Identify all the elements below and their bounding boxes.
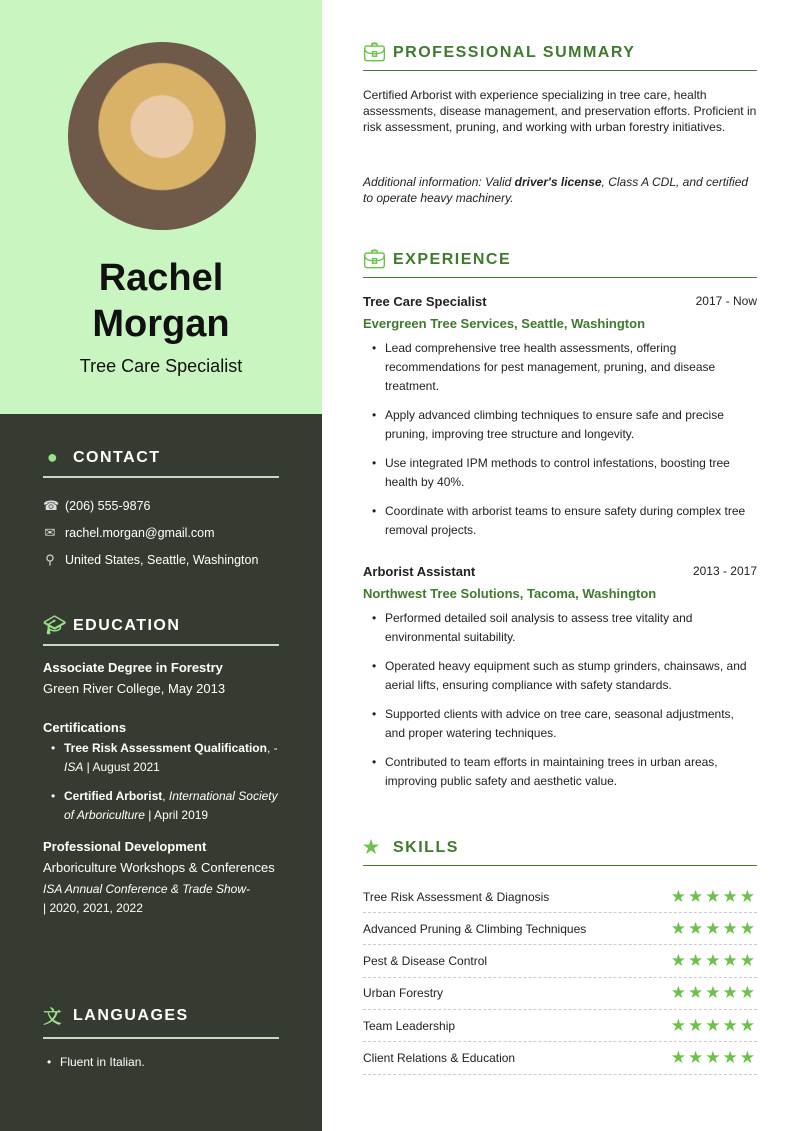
education-heading: EDUCATION	[73, 616, 181, 634]
extra-pre: Additional information: Valid	[363, 175, 515, 189]
full-name	[0, 255, 322, 347]
skill-row	[363, 978, 757, 1010]
cert-org: International Society of Arboriculture	[64, 789, 278, 822]
star-icon: ★	[363, 837, 381, 857]
degree: Associate Degree in Forestry	[43, 660, 223, 675]
graduation-cap-icon: 🎓︎	[43, 615, 68, 635]
profile-header	[0, 0, 322, 414]
extra-bold: driver's license	[514, 175, 602, 189]
summary-heading	[363, 42, 757, 71]
pd-event: ISA Annual Conference & Trade Show-	[43, 882, 250, 896]
job-bullet: • Apply advanced climbing techniques to ensure safe and precise pruning, improving tree structure and longevity.	[363, 406, 757, 444]
skill-name: Pest & Disease Control	[363, 954, 488, 969]
job-title: Tree Care Specialist	[363, 294, 487, 309]
job-company: Northwest Tree Solutions, Tacoma, Washington	[363, 586, 657, 601]
job-dates: 2013 - 2017	[692, 564, 757, 578]
professional-development-heading: Professional Development	[43, 839, 207, 854]
skill-row	[363, 946, 757, 978]
pd-title: Arboriculture Workshops & Conferences	[43, 860, 275, 875]
job-title: Tree Care Specialist	[79, 356, 243, 376]
skill-name: Team Leadership	[363, 1018, 456, 1033]
job-bullet: • Contributed to team efforts in maintaining trees in urban areas, improving public safety and aesthetic value.	[363, 753, 757, 791]
skill-rating-stars: ★★★★★	[670, 1015, 757, 1035]
email-icon: ✉	[44, 524, 56, 540]
cert-date: | August 2021	[83, 760, 160, 774]
skill-rating-stars: ★★★★★	[670, 983, 757, 1003]
job-bullet: • Coordinate with arborist teams to ensure safety during complex tree removal projects.	[363, 502, 757, 540]
skill-rating-stars: ★★★★★	[670, 918, 757, 938]
cert-org: ISA	[64, 760, 84, 774]
language-item: • Fluent in Italian.	[47, 1053, 279, 1072]
school: Green River College, May 2013	[43, 681, 226, 696]
skill-name: Tree Risk Assessment & Diagnosis	[363, 889, 550, 904]
job-bullet: • Supported clients with advice on tree care, seasonal adjustments, and proper watering techniques.	[363, 705, 757, 743]
extra-post: , Class A CDL, and certified to operate heavy machinery.	[363, 175, 749, 205]
skill-row	[363, 1010, 757, 1042]
skills-heading-text: SKILLS	[393, 838, 459, 856]
cert-sep: , -	[266, 741, 278, 755]
pd-dates: | 2020, 2021, 2022	[43, 901, 143, 915]
job-entry	[363, 294, 757, 550]
phone-icon: ☎	[43, 497, 60, 513]
job-title: Arborist Assistant	[363, 564, 476, 579]
skill-row	[363, 881, 757, 913]
additional-info	[363, 174, 757, 206]
sidebar	[0, 0, 322, 1131]
summary-text: Certified Arborist with experience specializing in tree care, health assessments, disease management, and preservation efforts. Proficient in risk assessment, pruning, and working with urban forestry initiatives.	[363, 88, 757, 134]
certifications-list	[51, 739, 279, 825]
skill-rating-stars: ★★★★★	[670, 951, 757, 971]
cert-name: Tree Risk Assessment Qualification	[64, 741, 267, 755]
job-bullet: • Lead comprehensive tree health assessments, offering recommendations for pest management, pruning, and disease treatment.	[363, 339, 757, 396]
job-bullet: • Use integrated IPM methods to control infestations, boosting tree health by 40%.	[363, 454, 757, 492]
experience-heading-text: EXPERIENCE	[393, 250, 512, 268]
contact-section	[43, 447, 279, 573]
job-dates: 2017 - Now	[695, 294, 757, 308]
skill-rating-stars: ★★★★★	[670, 886, 757, 906]
skill-row	[363, 1043, 757, 1075]
phone: (206) 555-9876	[65, 498, 151, 513]
skill-name: Urban Forestry	[363, 986, 444, 1001]
certification-item	[51, 739, 279, 777]
job-bullet: • Operated heavy equipment such as stump grinders, chainsaws, and aerial lifts, ensuring compliance with safety standards.	[363, 657, 757, 695]
job-company: Evergreen Tree Services, Seattle, Washington	[363, 316, 646, 331]
skill-rating-stars: ★★★★★	[670, 1048, 757, 1067]
translate-icon: 文	[43, 1007, 63, 1027]
first-name: Rachel	[98, 257, 224, 299]
briefcase-icon: 💼︎	[363, 249, 388, 269]
skills-heading	[363, 837, 757, 866]
last-name: Morgan	[92, 303, 230, 345]
location-icon: ⚲	[45, 551, 55, 567]
profile-photo	[68, 42, 256, 230]
job-bullet: • Performed detailed soil analysis to assess tree vitality and environmental suitability.	[363, 609, 757, 647]
person-icon: ●	[46, 447, 60, 467]
contact-heading: CONTACT	[73, 448, 161, 466]
certifications-heading: Certifications	[43, 720, 127, 735]
experience-heading	[363, 249, 757, 278]
briefcase-icon: 💼︎	[363, 42, 388, 62]
skill-row	[363, 913, 757, 945]
cert-date: | April 2019	[144, 808, 209, 822]
skill-name: Advanced Pruning & Climbing Techniques	[363, 921, 587, 936]
skill-name: Client Relations & Education	[363, 1051, 516, 1065]
cert-sep: ,	[162, 789, 169, 803]
location: United States, Seattle, Washington	[65, 552, 259, 567]
summary-heading-text: PROFESSIONAL SUMMARY	[393, 43, 636, 61]
cert-name: Certified Arborist	[64, 789, 163, 803]
languages-heading: LANGUAGES	[73, 1007, 189, 1024]
languages-section	[43, 1003, 279, 1082]
email: rachel.morgan@gmail.com	[65, 525, 215, 540]
certification-item	[51, 787, 279, 825]
education-section	[43, 615, 279, 918]
job-entry	[363, 564, 757, 801]
